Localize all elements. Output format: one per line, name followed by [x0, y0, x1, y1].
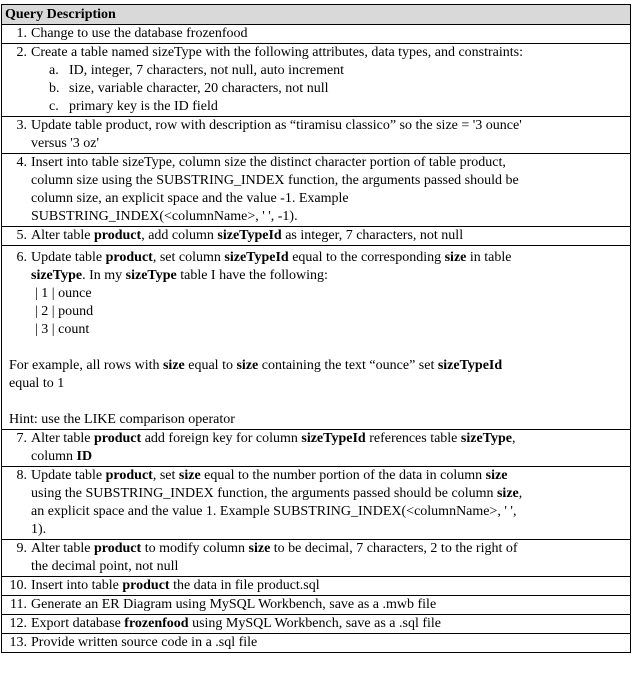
list-item-1: 1. Change to use the database frozenfood — [16, 26, 248, 41]
hint-text: Hint: use the LIKE comparison operator — [9, 412, 235, 427]
table-row — [2, 467, 631, 540]
sub-item-a: a. ID, integer, 7 characters, not null, auto increment — [49, 63, 345, 78]
size-type-row-1: | 1 | ounce — [35, 286, 92, 301]
table-row — [2, 615, 631, 634]
list-item-12: 12. Export database frozenfood using MySQL Workbench, save as a .sql file — [9, 616, 441, 631]
table-header-row — [2, 5, 631, 25]
size-type-row-3: | 3 | count — [35, 322, 90, 337]
query-description-table — [1, 4, 631, 653]
list-item-9: 9. Alter table product to modify column size to be decimal, 7 characters, 2 to the right of the decimal point, not null — [16, 541, 518, 574]
sub-item-c: c. primary key is the ID field — [49, 99, 218, 114]
table-row — [2, 117, 631, 154]
table-row — [2, 430, 631, 467]
list-item-8: 8. Update table product, set size equal to the number portion of the data in column size using the SUBSTRING_INDEX function, the arguments passed should be column size, an explicit space and the value 1. Example SUBSTRING_INDEX(<columnName>, ' ', 1). — [16, 468, 523, 537]
list-item-10: 10. Insert into table product the data in file product.sql — [9, 578, 320, 593]
table-row — [2, 25, 631, 44]
list-item-13: 13. Provide written source code in a .sql file — [9, 635, 258, 650]
size-type-row-2: | 2 | pound — [35, 304, 94, 319]
table-row — [2, 227, 631, 246]
sub-item-b: b. size, variable character, 20 characters, not null — [49, 81, 329, 96]
list-item-7: 7. Alter table product add foreign key for column sizeTypeId references table sizeType, column ID — [16, 431, 516, 464]
list-item-5: 5. Alter table product, add column sizeTypeId as integer, 7 characters, not null — [16, 228, 464, 243]
list-item-2: 2. Create a table named sizeType with the following attributes, data types, and constraints: — [16, 45, 523, 60]
table-row — [2, 246, 631, 430]
list-item-6: 6. Update table product, set column sizeTypeId equal to the corresponding size in table sizeType. In my sizeType table I have the following: — [16, 250, 512, 283]
table-row — [2, 596, 631, 615]
table-row — [2, 44, 631, 117]
table-header: Query Description — [2, 5, 631, 25]
list-item-4: 4. Insert into table sizeType, column size the distinct character portion of table product, column size using the SUBSTRING_INDEX function, the arguments passed should be column size, an explicit space and the value -1. Example SUBSTRING_INDEX(<columnName>, ' ', -1). — [16, 155, 519, 224]
table-row — [2, 634, 631, 653]
list-item-3: 3. Update table product, row with description as “tiramisu classico” so the size = '3 ounce' versus '3 oz' — [16, 118, 522, 151]
table-row — [2, 577, 631, 596]
example-paragraph: For example, all rows with size equal to size containing the text “ounce” set sizeTypeId equal to 1 — [9, 358, 503, 391]
table-row — [2, 154, 631, 227]
list-item-11: 11. Generate an ER Diagram using MySQL Workbench, save as a .mwb file — [10, 597, 437, 612]
table-row — [2, 540, 631, 577]
